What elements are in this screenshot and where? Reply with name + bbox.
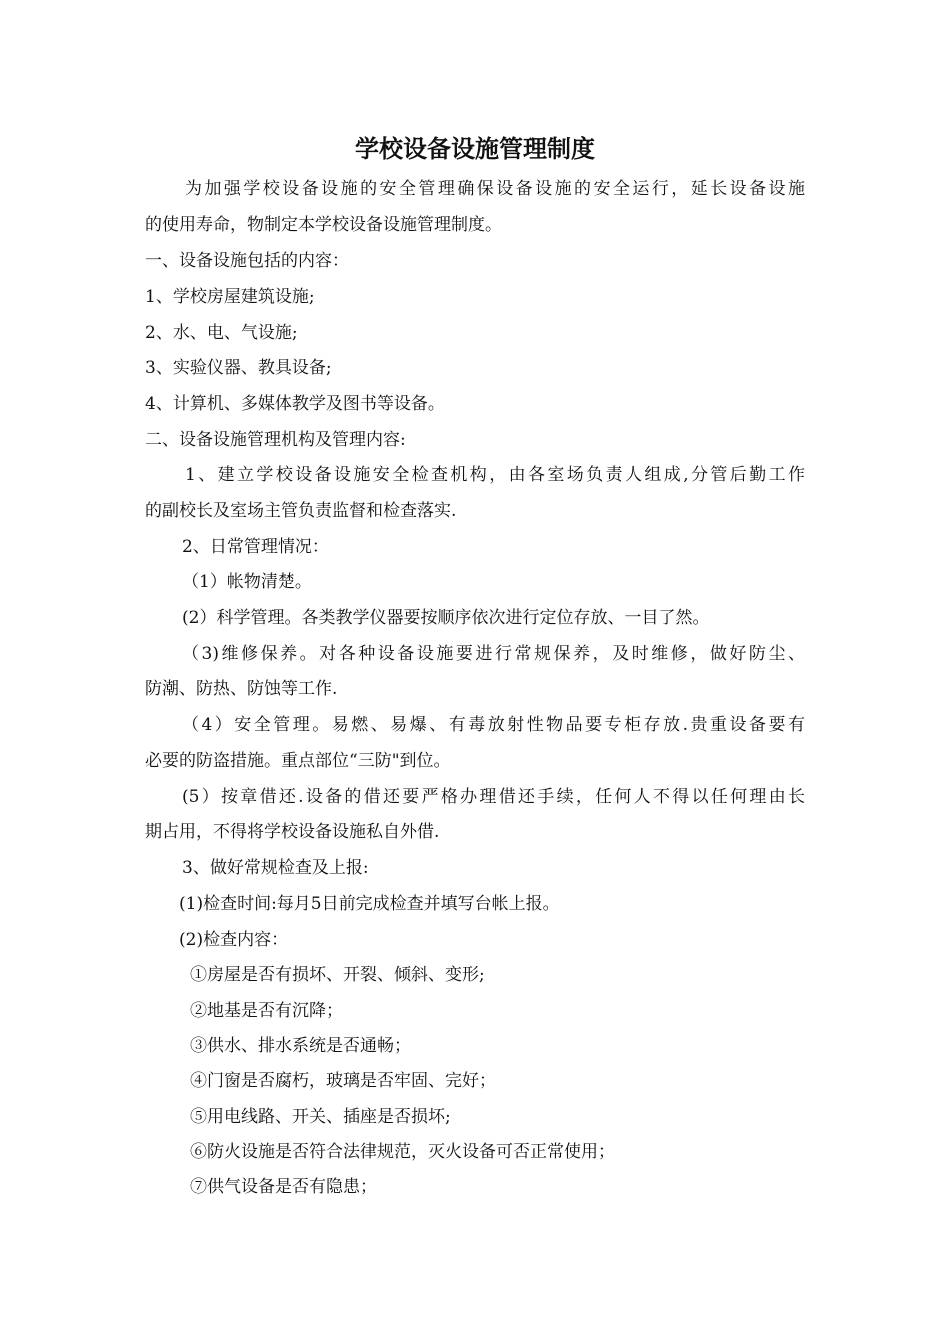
paragraph-line: 期占用，不得将学校设备设施私自外借. [145,822,440,842]
document-title: 学校设备设施管理制度 [355,134,595,163]
list-item: 4、计算机、多媒体教学及图书等设备。 [145,394,445,414]
paragraph-line: 必要的防盗措施。重点部位“三防"到位。 [145,751,451,771]
checklist-item: ④门窗是否腐朽，玻璃是否牢固、完好； [190,1071,496,1091]
paragraph-line: 1、建立学校设备设施安全检查机构，由各室场负责人组成,分管后勤工作 [185,465,805,485]
checklist-item: ⑥防火设施是否符合法律规范，灭火设备可否正常使用； [190,1142,615,1162]
section-heading: 二、设备设施管理机构及管理内容: [145,430,406,450]
paragraph-line: 为加强学校设备设施的安全管理确保设备设施的安全运行，延长设备设施 [185,179,805,199]
list-item: (5）按章借还.设备的借还要严格办理借还手续，任何人不得以任何理由长 [182,787,805,807]
checklist-item: ③供水、排水系统是否通畅； [190,1036,411,1056]
subsection-heading: 3、做好常规检查及上报: [182,858,369,878]
paragraph-line: 防潮、防热、防蚀等工作. [145,679,338,699]
checklist-item: ①房屋是否有损坏、开裂、倾斜、变形; [190,965,485,985]
checklist-item: ⑤用电线路、开关、插座是否损坏; [190,1107,451,1127]
list-item: 1、学校房屋建筑设施; [145,287,315,307]
list-item: （4）安全管理。易燃、易爆、有毒放射性物品要专柜存放.贵重设备要有 [182,715,805,735]
list-item: (2)检查内容： [179,930,289,950]
list-item: 3、实验仪器、教具设备; [145,358,332,378]
section-heading: 一、设备设施包括的内容： [145,251,349,271]
subsection-heading: 2、日常管理情况： [182,537,329,557]
checklist-item: ②地基是否有沉降； [190,1001,343,1021]
list-item: （3)维修保养。对各种设备设施要进行常规保养，及时维修，做好防尘、 [182,644,805,664]
paragraph-line: 的副校长及室场主管负责监督和检查落实. [145,501,457,521]
list-item: (2）科学管理。各类教学仪器要按顺序依次进行定位存放、一目了然。 [182,608,710,628]
list-item: （1）帐物清楚。 [182,572,312,592]
checklist-item: ⑦供气设备是否有隐患； [190,1177,377,1197]
list-item: (1)检查时间:每月5日前完成检查并填写台帐上报。 [179,894,560,914]
list-item: 2、水、电、气设施; [145,323,298,343]
paragraph-line: 的使用寿命，物制定本学校设备设施管理制度。 [145,215,502,235]
